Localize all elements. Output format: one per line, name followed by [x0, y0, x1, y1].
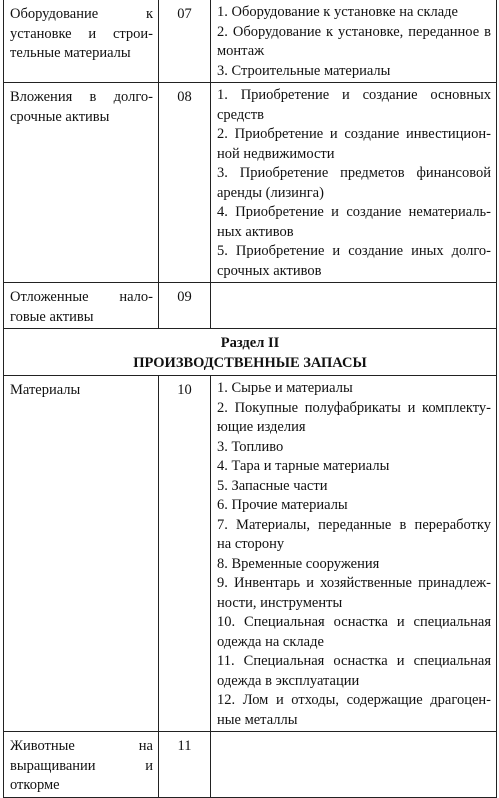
subaccounts-cell	[211, 83, 497, 283]
subaccount-line: 3. Приобретение предметов финансовой	[217, 165, 491, 181]
account-name-line: тельные материалы	[10, 45, 131, 61]
account-name-line: говые активы	[10, 308, 94, 325]
subaccount-line: 5. Запасные части	[217, 477, 328, 494]
account-code-cell	[159, 376, 211, 732]
subaccount-line: 12. Лом и отходы, содержащие драгоцен-	[217, 692, 491, 708]
subaccount-line: ющие изделия	[217, 419, 306, 435]
account-code: 08	[177, 89, 192, 105]
subaccount-line: 5. Приобретение и создание иных долго-	[217, 243, 491, 259]
account-name-line: выращивании и	[10, 757, 153, 774]
subaccount-line: 6. Прочие материалы	[217, 497, 348, 513]
subaccount-line: 10. Специальная оснастка и специальная	[217, 614, 491, 630]
account-name-line: откорме	[10, 777, 60, 793]
table-body	[4, 0, 497, 797]
account-name-line: Материалы	[10, 382, 81, 398]
account-name-line: срочные активы	[10, 108, 110, 125]
subaccount-line: аренды (лизинга)	[217, 184, 324, 201]
subaccounts-cell	[211, 376, 497, 732]
section-label: Раздел II	[220, 335, 280, 351]
subaccount-line: монтаж	[217, 43, 265, 59]
account-name-line: Вложения в долго-	[10, 89, 153, 105]
subaccounts-cell	[211, 283, 497, 329]
accounts-page	[3, 0, 497, 798]
account-code: 07	[177, 6, 192, 22]
account-code-cell	[159, 83, 211, 283]
subaccount-line: на сторону	[217, 536, 285, 552]
subaccount-line: ности, инструменты	[217, 594, 343, 611]
subaccounts-cell	[211, 732, 497, 798]
subaccounts-cell	[211, 0, 497, 83]
subaccount-line: средств	[217, 106, 264, 123]
account-name-cell	[4, 376, 159, 732]
account-row	[4, 283, 497, 329]
subaccount-line: срочных активов	[217, 262, 322, 279]
subaccount-line: ных активов	[217, 223, 294, 240]
account-name-cell	[4, 732, 159, 798]
subaccount-line: ной недвижимости	[217, 145, 335, 162]
subaccount-line: 4. Приобретение и создание нематериаль-	[217, 204, 491, 220]
account-name-cell	[4, 83, 159, 283]
account-name-line: Оборудование к	[10, 6, 153, 22]
subaccount-line: одежда на складе	[217, 633, 324, 650]
section-header-row	[4, 329, 497, 376]
account-code: 10	[177, 382, 192, 398]
subaccount-line: 8. Временные сооружения	[217, 555, 380, 572]
subaccount-line: 1. Сырье и материалы	[217, 380, 353, 396]
subaccount-line: 7. Материалы, переданные в переработку	[217, 516, 491, 533]
account-code-cell	[159, 283, 211, 329]
account-name-cell	[4, 0, 159, 83]
subaccount-line: одежда в эксплуатации	[217, 672, 360, 689]
subaccount-line: 2. Покупные полуфабрикаты и комплекту-	[217, 399, 491, 416]
subaccount-line: 2. Приобретение и создание инвестицион-	[217, 126, 491, 142]
section-header-cell	[4, 329, 497, 376]
account-row	[4, 83, 497, 283]
account-code-cell	[159, 0, 211, 83]
subaccount-line: 4. Тара и тарные материалы	[217, 458, 390, 474]
subaccount-line: 11. Специальная оснастка и специальная	[217, 653, 491, 669]
subaccount-line: 3. Строительные материалы	[217, 62, 391, 79]
subaccount-line: 1. Оборудование к установке на складе	[217, 4, 458, 20]
account-name-cell	[4, 283, 159, 329]
subaccount-line: 3. Топливо	[217, 438, 284, 455]
account-row	[4, 0, 497, 83]
account-name-line: установке и строи-	[10, 25, 153, 42]
account-name-line: Отложенные нало-	[10, 289, 153, 305]
subaccount-line: 2. Оборудование к установке, переданное в	[217, 23, 491, 40]
account-code: 11	[177, 738, 192, 754]
subaccount-line: 1. Приобретение и создание основных	[217, 87, 491, 103]
subaccount-line: 9. Инвентарь и хозяйственные принадлеж-	[217, 575, 491, 591]
account-code: 09	[177, 289, 192, 305]
section-title: ПРОИЗВОДСТВЕННЫЕ ЗАПАСЫ	[133, 355, 367, 371]
account-name-line: Животные на	[10, 738, 153, 754]
account-row	[4, 732, 497, 798]
subaccount-line: ные металлы	[217, 711, 298, 728]
account-code-cell	[159, 732, 211, 798]
chart-of-accounts-table	[3, 0, 497, 798]
account-row	[4, 376, 497, 732]
